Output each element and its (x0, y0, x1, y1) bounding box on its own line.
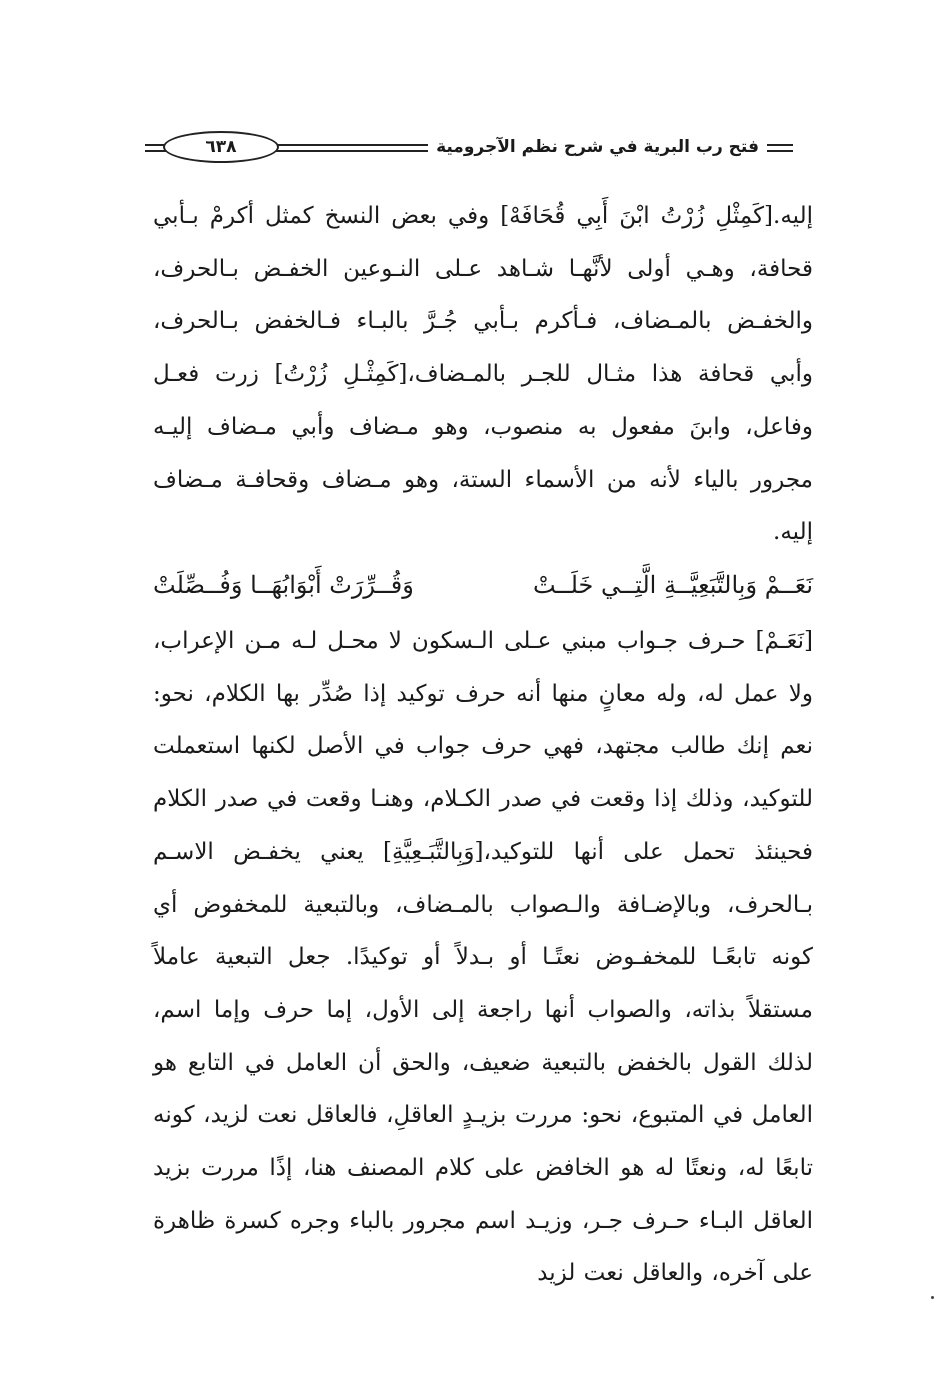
scan-speck (931, 1296, 934, 1299)
running-header (145, 128, 793, 168)
poem-verse (153, 563, 813, 607)
verse-first-hemistich: نَعَــمْ وَبِالتَّبَعِيَّــةِ الَّتِــي خَلَــتْ (532, 571, 813, 599)
paragraph-opening: [نَعَـمْ] حـرف جـواب مبني عـلى الـسكون لا محـل لـه مـن (244, 628, 813, 654)
book-title: فتح رب البرية في شرح نظم الآجرومية (428, 133, 767, 161)
commentary-paragraph-1: إليه.[كَمِثْلِ زُرْتُ ابْنَ أَبِي قُحَافَهْ] وفي بعض النسخ كمثل أكرمْ بـأبي قحافة، وهـي أولى لأنَّهـا شـاهد عـلى النـوعين الخفـض بـالحرف، والخفـض بالمـضاف، فـأكرم بـأبي جُـرَّ بالبـاء فـالخفض بـالحرف، وأبي قحافة هذا مثـال للجـر بالمـضاف،[كَمِثْـلِ زُرْتُ] زرت فعـل وفاعل، وابنَ مفعول به منصوب، وهو مـضاف وأبي مـضاف إليـه مجرور بالياء لأنه من الأسماء الستة، وهو مـضاف وقحافـة مـضاف إليه. (153, 203, 813, 546)
page-number: ٦٣٨ (163, 131, 279, 163)
commentary-paragraph-2 (153, 615, 813, 1300)
paragraph-body: الإعراب، ولا عمل له، وله معانٍ منها أنه حرف توكيد إذا صُدِّر بها الكلام، نحو: نعم إنك طالب مجتهد، فهي حرف جواب في الأصل لكنها استعملت للتوكيد، وذلك إذا وقعت في صدر الكـلام، وهنـا وقعت في صدر الكلام فحينئذ تحمل على أنها للتوكيد،[وَبِالتَّبَـعِيَّةِ] يعني يخفـض الاسـم بـالحرف، وبالإضـافة والـصواب بالمـضاف، وبالتبعية للمخفوض أي كونه تابعًـا للمخفـوض نعتًـا أو بـدلاً أو توكيدًا. جعل التبعية عاملاً مستقلاً بذاته، والصواب أنها راجعة إلى الأول، إما حرف وإما اسم، لذلك القول بالخفض بالتبعية ضعيف، والحق أن العامل في التابع هو العامل في المتبوع، نحو: مررت بزيـدٍ العاقلِ، فالعاقل نعت لزيد، كونه تابعًا له، ونعتًا له هو الخافض على كلام المصنف هنا، إذًا مررت بزيد العاقل البـاء حـرف جـر، وزيـد اسم مجرور بالباء وجره كسرة ظاهرة على آخره، والعاقل نعت لزيد (153, 628, 813, 1287)
verse-second-hemistich: وَقُــرِّرَتْ أَبْوَابُهَــا وَفُــصِّلَتْ (153, 571, 414, 599)
